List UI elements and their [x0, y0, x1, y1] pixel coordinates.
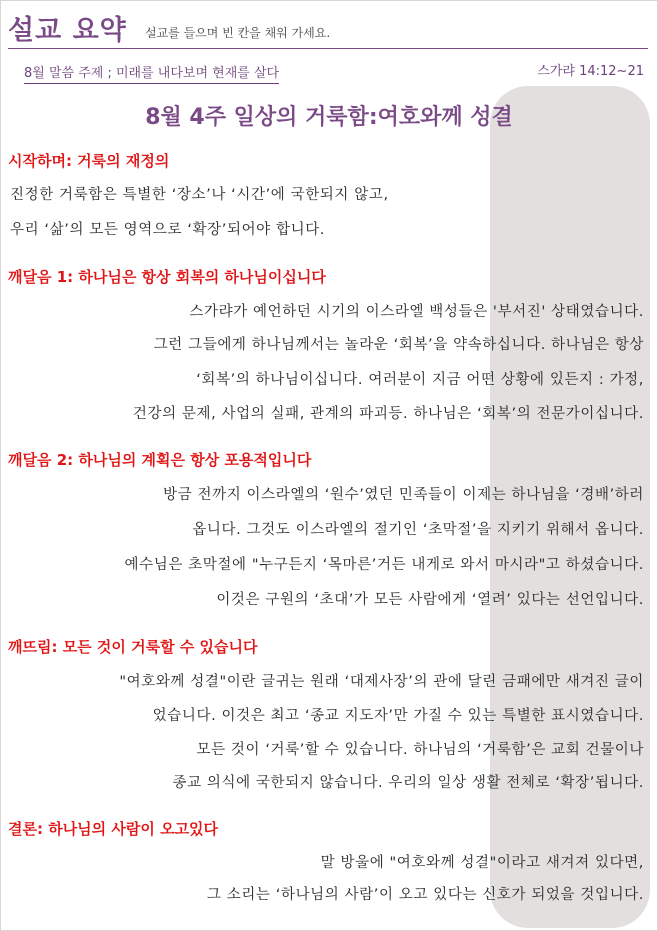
- side-panel-decoration: [490, 86, 650, 928]
- intro-line: 우리 ‘삶’의 모든 영역으로 ‘확장’되어야 합니다.: [10, 222, 326, 238]
- realization-line: 모든 것이 ‘거룩’할 수 있습니다. 하나님의 ‘거룩함’은 교회 건물이나: [196, 742, 644, 758]
- insight-1-line: 건강의 문제, 사업의 실패, 관계의 파괴등. 하나님은 ‘회복’의 전문가이십니다.: [132, 406, 644, 422]
- insight-1-line: 스가랴가 예언하던 시기의 이스라엘 백성들은 '부서진' 상태였습니다.: [189, 304, 644, 320]
- header-divider: [8, 48, 648, 49]
- intro-line: 진정한 거룩함은 특별한 ‘장소’나 ‘시간’에 국한되지 않고,: [10, 187, 389, 203]
- section-heading-intro: 시작하며: 거룩의 재정의: [8, 152, 170, 170]
- section-heading-realization: 깨뜨림: 모든 것이 거룩할 수 있습니다: [8, 638, 258, 656]
- conclusion-line: 말 방울에 "여호와께 성결"이라고 새겨져 있다면,: [320, 855, 644, 871]
- monthly-theme: 8월 말씀 주제 ; 미래를 내다보며 현재를 살다: [24, 62, 279, 84]
- page-subtitle: 설교를 들으며 빈 칸을 채워 가세요.: [145, 26, 331, 40]
- insight-2-line: 방금 전까지 이스라엘의 ‘원수’였던 민족들이 이제는 하나님을 ‘경배’하러: [163, 487, 644, 503]
- section-heading-insight-1: 깨달음 1: 하나님은 항상 회복의 하나님이십니다: [8, 268, 326, 286]
- section-heading-conclusion: 결론: 하나님의 사람이 오고있다: [8, 820, 219, 838]
- realization-line: 었습니다. 이것은 최고 ‘종교 지도자’만 가질 수 있는 특별한 표시였습니다.: [152, 708, 644, 724]
- insight-2-line: 예수님은 초막절에 "누구든지 ‘목마른’거든 내게로 와서 마시라"고 하셨습니다.: [124, 557, 644, 573]
- scripture-reference: 스가랴 14:12~21: [537, 64, 644, 79]
- insight-2-line: 이것은 구원의 ‘초대’가 모든 사람에게 ‘열려’ 있다는 선언입니다.: [216, 592, 644, 608]
- insight-1-line: 그런 그들에게 하나님께서는 놀라운 ‘회복’을 약속하십니다. 하나님은 항상: [153, 337, 644, 353]
- sermon-title: 8월 4주 일상의 거룩함:여호와께 성결: [145, 105, 513, 130]
- realization-line: "여호와께 성결"이란 글귀는 원래 ‘대제사장’의 관에 달린 금패에만 새겨진 글이: [119, 674, 644, 690]
- realization-line: 종교 의식에 국한되지 않습니다. 우리의 일상 생활 전체로 ‘확장’됩니다.: [172, 775, 644, 791]
- insight-1-line: ‘회복’의 하나님이십니다. 여러분이 지금 어떤 상황에 있든지 : 가정,: [196, 372, 644, 388]
- insight-2-line: 옵니다. 그것도 이스라엘의 절기인 ‘초막절’을 지키기 위해서 옵니다.: [192, 522, 644, 538]
- conclusion-line: 그 소리는 ‘하나님의 사람’이 오고 있다는 신호가 되었을 것입니다.: [206, 887, 644, 903]
- section-heading-insight-2: 깨달음 2: 하나님의 계획은 항상 포용적입니다: [8, 451, 312, 469]
- page-title: 설교 요약: [8, 15, 127, 46]
